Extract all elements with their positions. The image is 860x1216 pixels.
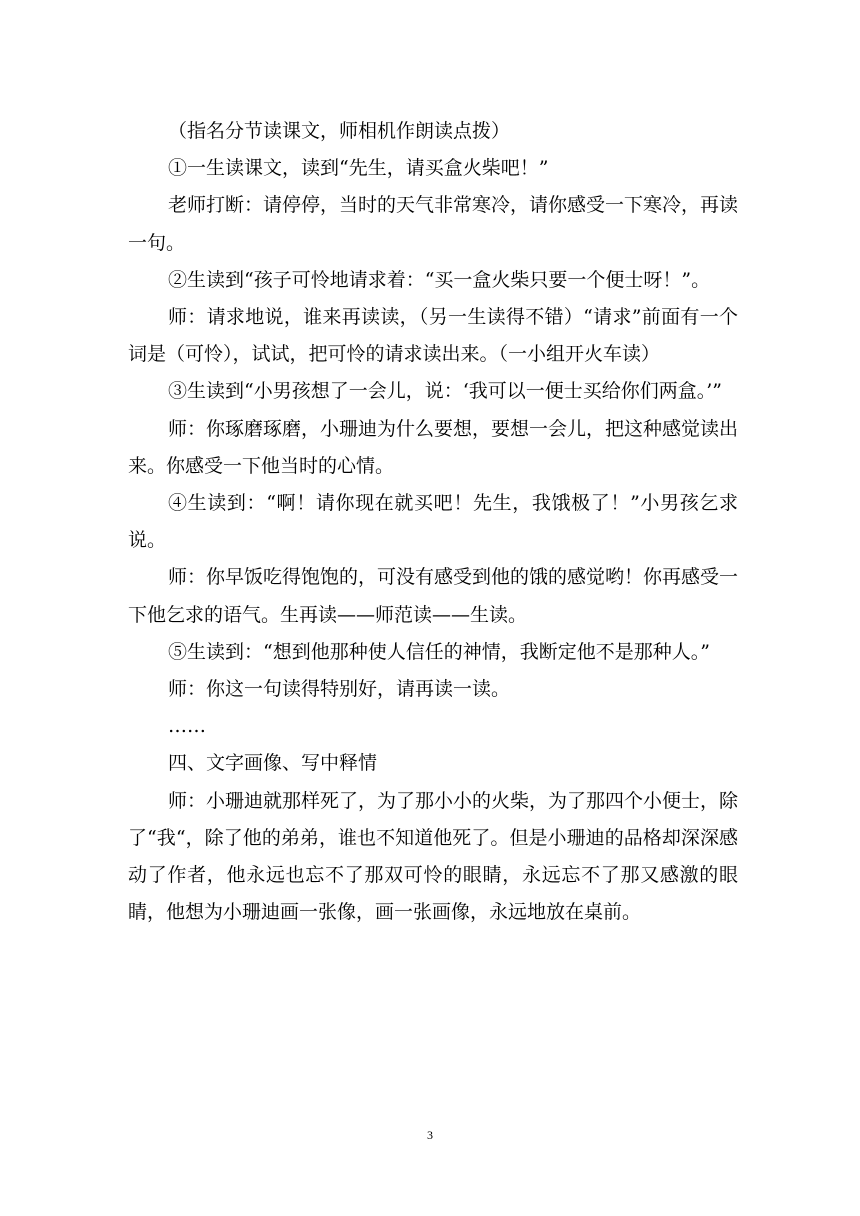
paragraph-teacher-3: 师：你琢磨琢磨，小珊迪为什么要想，要想一会儿，把这种感觉读出来。你感受一下他当时的心情。	[128, 417, 739, 477]
paragraph-reading-5: ⑤生读到：“想到他那种使人信任的神情，我断定他不是那种人。”	[168, 640, 710, 663]
page-number: 3	[427, 1128, 433, 1142]
paragraph-teacher-6: 师：小珊迪就那样死了，为了那小小的火柴，为了那四个小便士，除了“我“，除了他的弟弟，谁也不知道他死了。但是小珊迪的品格却深深感动了作者，他永远也忘不了那双可怜的眼睛，永远忘不了那又感激的眼睛，他想为小珊迪画一张像，画一张画像，永远地放在桌前。	[128, 789, 739, 924]
document-body	[128, 113, 738, 931]
paragraph-reading-1: ①一生读课文，读到“先生，请买盒火柴吧！”	[168, 157, 549, 180]
paragraph-instruction: （指名分节读课文，师相机作朗读点拨）	[168, 120, 511, 142]
section-heading: 四、文字画像、写中释情	[168, 752, 378, 775]
paragraph-teacher-1: 老师打断：请停停，当时的天气非常寒冷，请你感受一下寒冷，再读一句。	[128, 194, 739, 254]
paragraph-teacher-5: 师：你这一句读得特别好，请再读一读。	[168, 678, 511, 701]
paragraph-reading-3: ③生读到“小男孩想了一会儿，说：‘我可以一便士买给你们两盒。’”	[168, 380, 723, 403]
paragraph-ellipsis: ……	[168, 715, 206, 738]
paragraph-teacher-4: 师：你早饭吃得饱饱的，可没有感受到他的饿的感觉哟！你再感受一下他乞求的语气。生再读——师范读——生读。	[128, 566, 739, 626]
paragraph-reading-4: ④生读到：“啊！请你现在就买吧！先生，我饿极了！”小男孩乞求说。	[128, 492, 738, 552]
paragraph-teacher-2: 师：请求地说，谁来再读读，（另一生读得不错）“请求”前面有一个词是（可怜），试试，把可怜的请求读出来。（一小组开火车读）	[128, 306, 738, 366]
paragraph-reading-2: ②生读到“孩子可怜地请求着：“买一盒火柴只要一个便士呀！”。	[168, 268, 711, 291]
